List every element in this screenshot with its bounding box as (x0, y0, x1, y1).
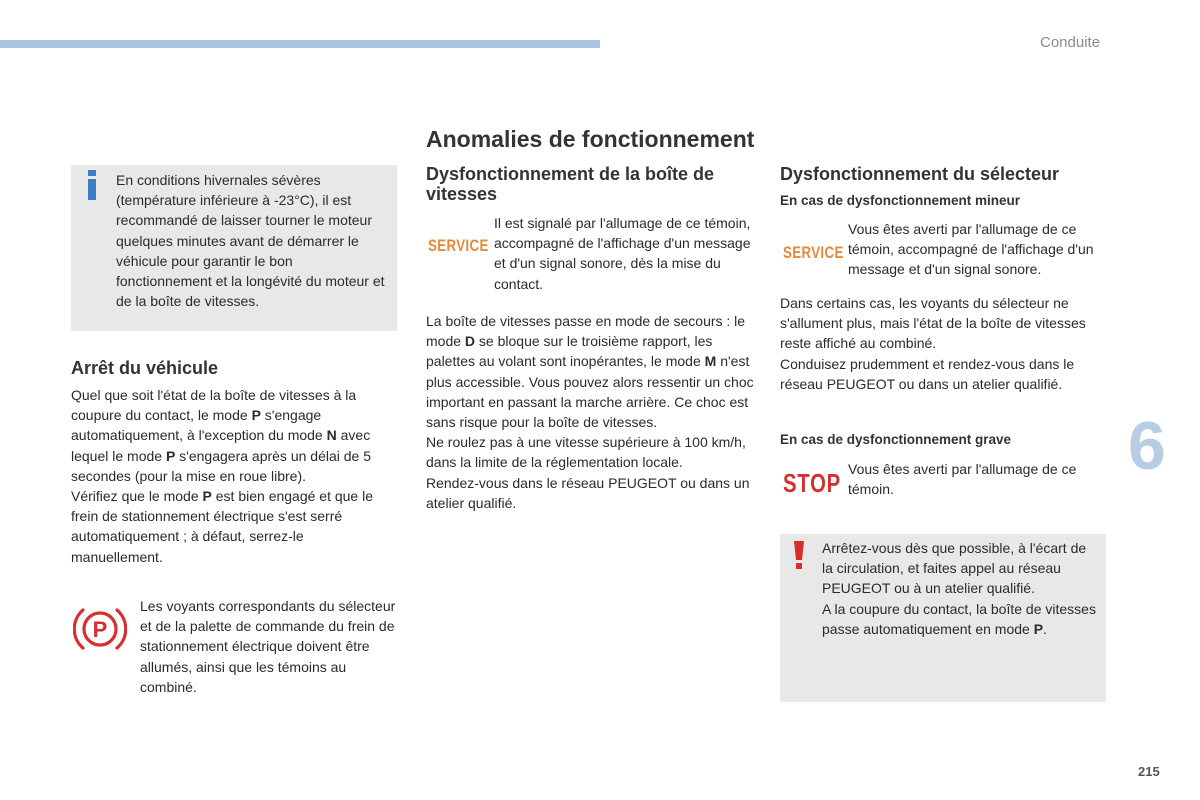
dysf-boite-paragraph-2: Ne roulez pas à une vitesse supérieure à 100 km/h, dans la limite de la réglementation locale. (426, 434, 746, 471)
stop-badge-label: STOP (783, 468, 841, 498)
dysf-boite-paragraph-3: Rendez-vous dans le réseau PEUGEOT ou dans un atelier qualifié. (426, 474, 750, 511)
page-number: 215 (1138, 764, 1160, 779)
arret-paragraph-2: Vérifiez que le mode P est bien engagé et que le frein de stationnement électrique s'est serré automatiquement ; à défaut, serrez-le manuellement. (71, 488, 374, 565)
arret-body (71, 385, 387, 567)
page-title: Anomalies de fonctionnement (426, 126, 755, 152)
dysf-boite-message: Il est signalé par l'allumage de ce témoin, accompagné de l'affichage d'un message et d'un signal sonore, dès la mise du contact. (494, 215, 751, 292)
parking-brake-icon (73, 604, 127, 654)
svg-text:P: P (92, 617, 108, 642)
warning-paragraph-1: Arrêtez-vous dès que possible, à l'écart de la circulation, et faites appel au réseau PEUGEOT ou à un atelier qualifié. (822, 540, 1087, 597)
info-text: En conditions hivernales sévères (température inférieure à -23°C), il est recommandé de laisser tourner le moteur quelques minutes avant de démarrer le véhicule pour garantir le bon fonctionnement et la longévité du moteur et de la boîte de vitesses. (116, 172, 385, 310)
warning-text (822, 538, 1098, 639)
warning-paragraph-2: A la coupure du contact, la boîte de vitesses passe automatiquement en mode P. (822, 600, 1096, 637)
stop-warning-icon (783, 468, 857, 499)
dysf-selecteur-body (780, 293, 1110, 394)
grave-subtitle: En cas de dysfonctionnement grave (780, 432, 1012, 447)
service-badge-label: SERVICE (783, 243, 844, 262)
section-label: Conduite (1040, 34, 1101, 51)
parking-icon-text: Les voyants correspondants du sélecteur et de la palette de commande du frein de stationnement électrique doivent être allumés, ainsi que les témoins au combiné. (140, 598, 396, 695)
dysf-selecteur-title: Dysfonctionnement du sélecteur (780, 164, 1060, 184)
warning-exclamation-icon (792, 541, 806, 569)
mineur-subtitle: En cas de dysfonctionnement mineur (780, 193, 1021, 208)
dysf-boite-body (426, 311, 758, 513)
grave-message: Vous êtes averti par l'allumage de ce témoin. (848, 461, 1077, 498)
arret-title: Arrêt du véhicule (71, 358, 219, 378)
mineur-message: Vous êtes averti par l'allumage de ce témoin, accompagné de l'affichage d'un message et d'un signal sonore. (848, 221, 1094, 278)
dysf-selecteur-paragraph-2: Conduisez prudemment et rendez-vous dans le réseau PEUGEOT ou dans un atelier qualifié. (780, 355, 1075, 392)
service-badge-label: SERVICE (428, 236, 489, 255)
arret-paragraph-1: Quel que soit l'état de la boîte de vitesses à la coupure du contact, le mode P s'engage automatiquement, à l'exception du mode N avec lequel le mode P s'engagera après un délai de 5 secondes (pour la mise en roue libre). (71, 387, 372, 484)
dysf-boite-paragraph-1: La boîte de vitesses passe en mode de secours : le mode D se bloque sur le troisième rapport, les palettes au volant sont inopérantes, le mode M n'est plus accessible. Vous pouvez alors ressentir un choc important en passant la marche arrière. Ce choc est sans risque pour la boîte de vitesses. (426, 313, 754, 431)
info-icon (85, 170, 99, 200)
dysf-selecteur-paragraph-1: Dans certains cas, les voyants du sélecteur ne s'allument plus, mais l'état de la boîte de vitesses reste affiché au combiné. (780, 295, 1086, 352)
header-bar (0, 40, 600, 48)
dysf-boite-title: Dysfonctionnement de la boîte de vitesses (426, 164, 715, 204)
chapter-number: 6 (1128, 408, 1166, 484)
